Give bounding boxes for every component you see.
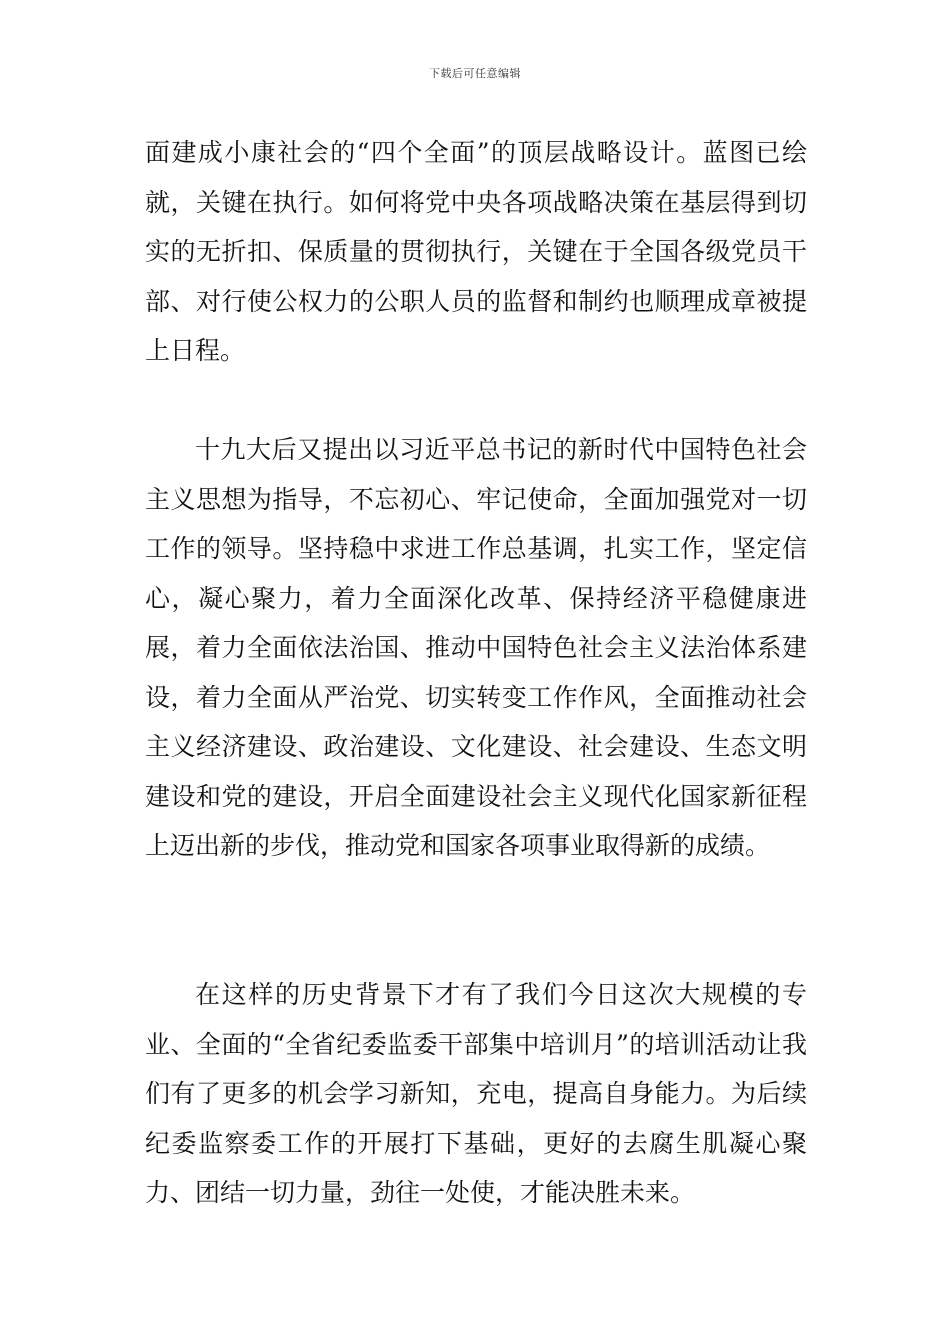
page-header: 下载后可任意编辑 [429,67,521,80]
paragraph-1: 面建成小康社会的“四个全面”的顶层战略设计。蓝图已绘就，关键在执行。如何将党中央各项战略决策在基层得到切实的无折扣、保质量的贯彻执行，关键在于全国各级党员干部、对行使公权力的公职人员的监督和制约也顺理成章被提上日程。 [145,138,807,365]
paragraph-3: 在这样的历史背景下才有了我们今日这次大规模的专业、全面的“全省纪委监委干部集中培训月”的培训活动让我们有了更多的机会学习新知，充电，提高自身能力。为后续纪委监察委工作的开展打下基础，更好的去腐生肌凝心聚力、团结一切力量，劲往一处使，才能决胜未来。 [145,980,807,1207]
paragraph-2: 十九大后又提出以习近平总书记的新时代中国特色社会主义思想为指导，不忘初心、牢记使命，全面加强党对一切工作的领导。坚持稳中求进工作总基调，扎实工作，坚定信心，凝心聚力，着力全面深化改革、保持经济平稳健康进展，着力全面依法治国、推动中国特色社会主义法治体系建设，着力全面从严治党、切实转变工作作风，全面推动社会主义经济建设、政治建设、文化建设、社会建设、生态文明建设和党的建设，开启全面建设社会主义现代化国家新征程上迈出新的步伐，推动党和国家各项事业取得新的成绩。 [145,435,807,860]
